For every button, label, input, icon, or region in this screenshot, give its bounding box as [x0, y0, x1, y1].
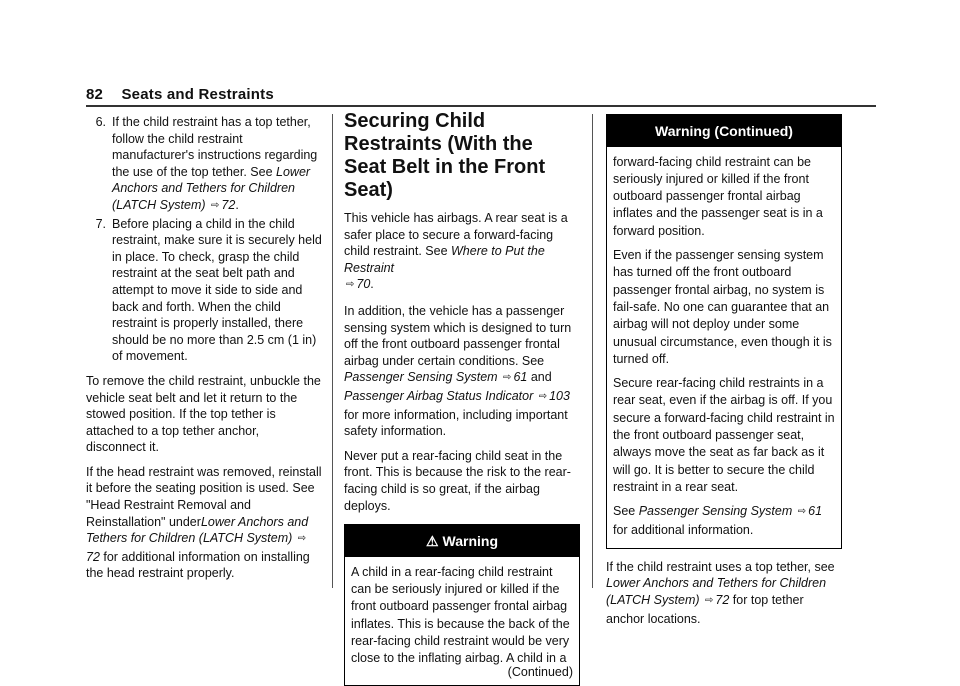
page-reference[interactable]: 61 [808, 504, 823, 519]
paragraph [86, 464, 322, 582]
column-divider [332, 114, 333, 588]
text: . [235, 197, 239, 212]
cross-reference-link[interactable]: Lower Anchors and Tethers for Children (LATCH System) [112, 164, 311, 212]
list-number: 7. [95, 216, 106, 231]
column-right [606, 114, 842, 635]
warning-title: Warning [442, 533, 499, 550]
page-arrow-icon: ⇨ [297, 533, 307, 545]
page-number: 82 [86, 86, 104, 103]
page-arrow-icon: ⇨ [797, 506, 807, 518]
warning-header [345, 525, 579, 557]
header-rule [86, 105, 876, 107]
column-divider [592, 114, 593, 588]
warning-body [607, 147, 841, 548]
text: for top tether anchor locations. [606, 593, 804, 626]
text: In addition, the vehicle has a passenger sensing system which is designed to turn off the front outboard passenger frontal airbag under certain conditions. See [344, 303, 572, 368]
paragraph: To remove the child restraint, unbuckle the vehicle seat belt and let it return to the stowed position. If the top tether is attached to a top tether anchor, disconnect it. [86, 373, 321, 455]
list-number: 6. [95, 115, 106, 129]
page-reference[interactable]: 72 [86, 549, 100, 564]
warning-text: Even if the passenger sensing system has turned off the front outboard passenger frontal airbag, no system is fail-safe. No one can guarantee that an airbag will not deploy under some unusual circumstance, even though it is turned off. [613, 248, 832, 366]
cross-reference-link[interactable]: Lower Anchors and Tethers for Children (LATCH System) [606, 576, 827, 608]
page-reference[interactable]: 61 [513, 370, 528, 385]
warning-box [606, 114, 842, 549]
page-reference[interactable]: 70 [356, 277, 371, 292]
page-reference[interactable]: 103 [549, 388, 570, 403]
page-reference[interactable]: 72 [715, 593, 730, 608]
page-header [86, 86, 274, 103]
text: for additional information on installing the head restraint properly. [86, 549, 310, 581]
list-item [86, 114, 322, 216]
section-title: Seats and Restraints [121, 86, 274, 103]
text: If the head restraint was removed, reinstall it before the seating position is used. See "Head Restraint Removal and Reinstallation" under [86, 464, 322, 529]
text: for more information, including important safety information. [344, 407, 568, 439]
paragraph [606, 559, 842, 627]
text: If the child restraint uses a top tether, see [606, 559, 835, 574]
warning-text: forward-facing child restraint can be seriously injured or killed if the front outboard passenger frontal airbag inflates and the passenger seat is in a forward position. [613, 154, 823, 238]
text: This vehicle has airbags. A rear seat is a safer place to secure a forward-facing child restraint. See [344, 211, 568, 259]
list-text: Before placing a child in the child restraint, make sure it is securely held in place. To check, grasp the child restraint at the seat belt path and attempt to move it side to side and back and forth. When the child restraint is properly installed, there should be no more than 2.5 cm (1 in) of movement. [112, 216, 322, 364]
section-heading: Securing Child Restraints (With the Seat Belt in the Front Seat) [344, 110, 546, 201]
warning-text: Secure rear-facing child restraints in a rear seat, even if the airbag is off. If you secure a forward-facing child restraint in the front outboard passenger seat, always move the seat as far back as it will go. It is better to secure the child restraint in a rear seat. [613, 376, 835, 494]
page-arrow-icon: ⇨ [503, 372, 512, 384]
cross-reference-link[interactable]: Passenger Sensing System [638, 504, 793, 519]
warning-icon: ⚠ [425, 533, 439, 550]
list-text [112, 114, 322, 216]
cross-reference-link[interactable]: Passenger Airbag Status Indicator [344, 388, 534, 403]
column-left [86, 114, 322, 590]
page-arrow-icon: ⇨ [211, 199, 220, 211]
text: If the child restraint has a top tether, follow the child restraint manufacturer's instructions regarding the use of the top tether. See [112, 115, 318, 179]
continued-label: (Continued) [507, 665, 573, 680]
paragraph [344, 210, 580, 295]
list-item [86, 216, 322, 365]
warning-header: Warning (Continued) [607, 115, 841, 147]
text: . [370, 277, 374, 292]
cross-reference-link[interactable]: Lower Anchors and Tethers for Children (LATCH System) [86, 514, 309, 546]
paragraph [344, 303, 580, 440]
page-arrow-icon: ⇨ [705, 595, 714, 607]
page-arrow-icon: ⇨ [346, 279, 355, 291]
warning-text [613, 503, 835, 539]
text: for additional information. [613, 522, 754, 537]
text: and [527, 370, 552, 385]
page-arrow-icon: ⇨ [538, 390, 548, 402]
cross-reference-link[interactable]: Where to Put the Restraint [344, 244, 545, 275]
warning-box [344, 524, 580, 686]
page-reference[interactable]: 72 [221, 197, 236, 212]
text: See [613, 504, 639, 519]
warning-text: A child in a rear-facing child restraint can be seriously injured or killed if the front outboard passenger frontal airbag inflates. This is because the back of the rear-facing child restraint would be very close to the inflating airbag. A child in a [351, 564, 570, 666]
warning-body [345, 557, 579, 685]
cross-reference-link[interactable]: Passenger Sensing System [344, 370, 498, 385]
paragraph: Never put a rear-facing child seat in the front. This is because the risk to the rear-facing child is so great, if the airbag deploys. [344, 448, 571, 513]
column-middle [344, 110, 580, 686]
